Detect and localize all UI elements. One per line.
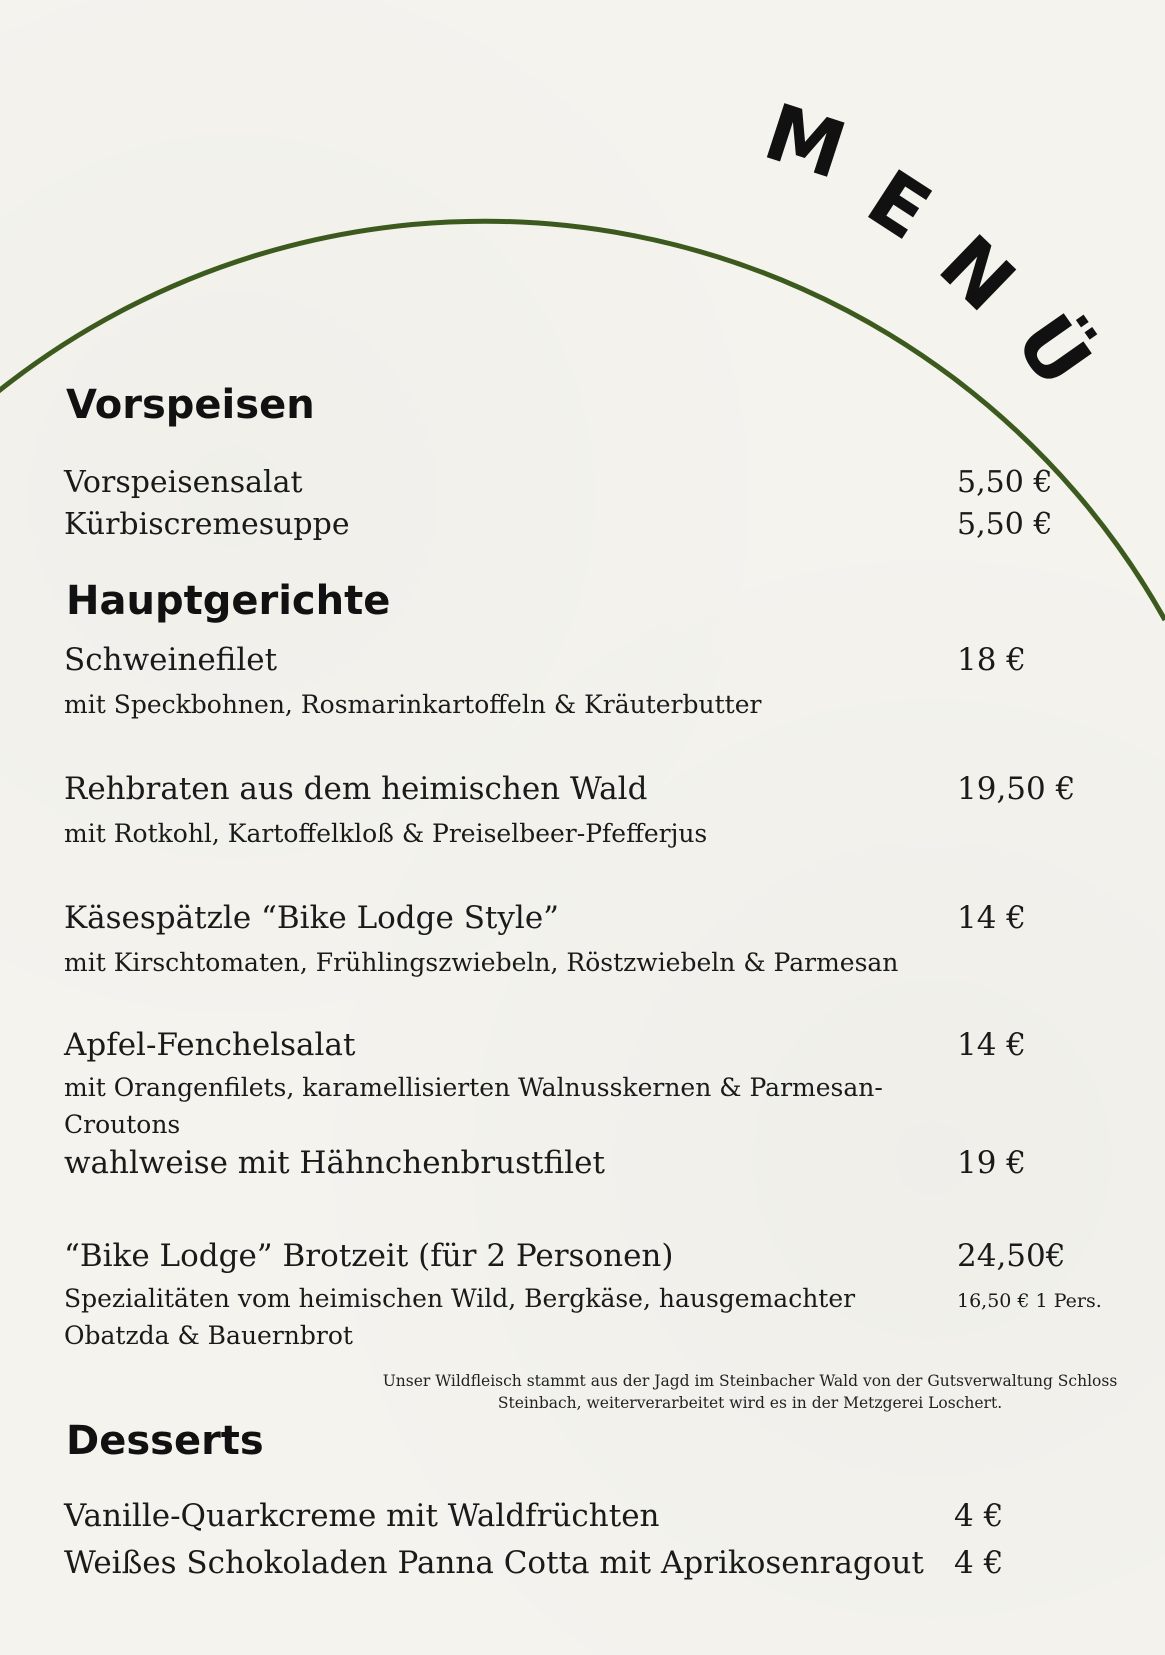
item-name: Käsespätzle “Bike Lodge Style”	[64, 900, 560, 936]
item-price: 5,50 €	[957, 465, 1053, 500]
item-name: Schweinefilet	[64, 642, 278, 678]
title-letter-n: N	[921, 218, 1032, 330]
item-name: Vanille-Quarkcreme mit Waldfrüchten	[64, 1498, 660, 1534]
item-description: mit Kirschtomaten, Frühlingszwiebeln, Röstzwiebeln & Parmesan	[64, 948, 899, 977]
title-letter-m: M	[754, 87, 856, 198]
item-option: wahlweise mit Hähnchenbrustfilet	[64, 1145, 605, 1181]
item-name: Weißes Schokoladen Panna Cotta mit Aprikosenragout	[64, 1545, 924, 1581]
footnote-wild-origin: Unser Wildfleisch stammt aus der Jagd im Steinbacher Wald von der Gutsverwaltung Schloss Steinbach, weiterverarbeitet wird es in der Metzgerei Loschert.	[382, 1372, 1118, 1412]
item-option-price: 19 €	[957, 1145, 1027, 1181]
item-price: 4 €	[954, 1545, 1004, 1581]
item-description: mit Orangenfilets, karamellisierten Walnusskernen & Parmesan-Croutons	[64, 1073, 883, 1139]
item-price: 14 €	[957, 1027, 1027, 1063]
item-price: 19,50 €	[957, 771, 1076, 807]
item-price: 4 €	[954, 1498, 1004, 1534]
item-name: “Bike Lodge” Brotzeit (für 2 Personen)	[64, 1238, 674, 1274]
item-price: 14 €	[957, 900, 1027, 936]
item-name: Apfel-Fenchelsalat	[64, 1027, 356, 1063]
item-price: 24,50€	[957, 1238, 1066, 1274]
item-name: Rehbraten aus dem heimischen Wald	[64, 771, 648, 807]
section-heading-desserts: Desserts	[66, 1418, 264, 1464]
item-description: mit Rotkohl, Kartoffelkloß & Preiselbeer-Pfefferjus	[64, 819, 708, 848]
section-heading-vorspeisen: Vorspeisen	[66, 382, 315, 428]
item-price: 5,50 €	[957, 507, 1053, 542]
item-price-single: 16,50 € 1 Pers.	[957, 1290, 1102, 1312]
item-description: mit Speckbohnen, Rosmarinkartoffeln & Kräuterbutter	[64, 690, 762, 719]
item-name: Kürbiscremesuppe	[64, 507, 350, 542]
item-price: 18 €	[957, 642, 1027, 678]
section-heading-hauptgerichte: Hauptgerichte	[66, 578, 391, 624]
item-description: Spezialitäten vom heimischen Wild, Bergkäse, hausgemachter Obatzda & Bauernbrot	[64, 1284, 856, 1350]
title-letter-e: E	[851, 153, 946, 258]
title-letter-u-umlaut: Ü	[997, 299, 1108, 403]
item-name: Vorspeisensalat	[64, 465, 303, 500]
